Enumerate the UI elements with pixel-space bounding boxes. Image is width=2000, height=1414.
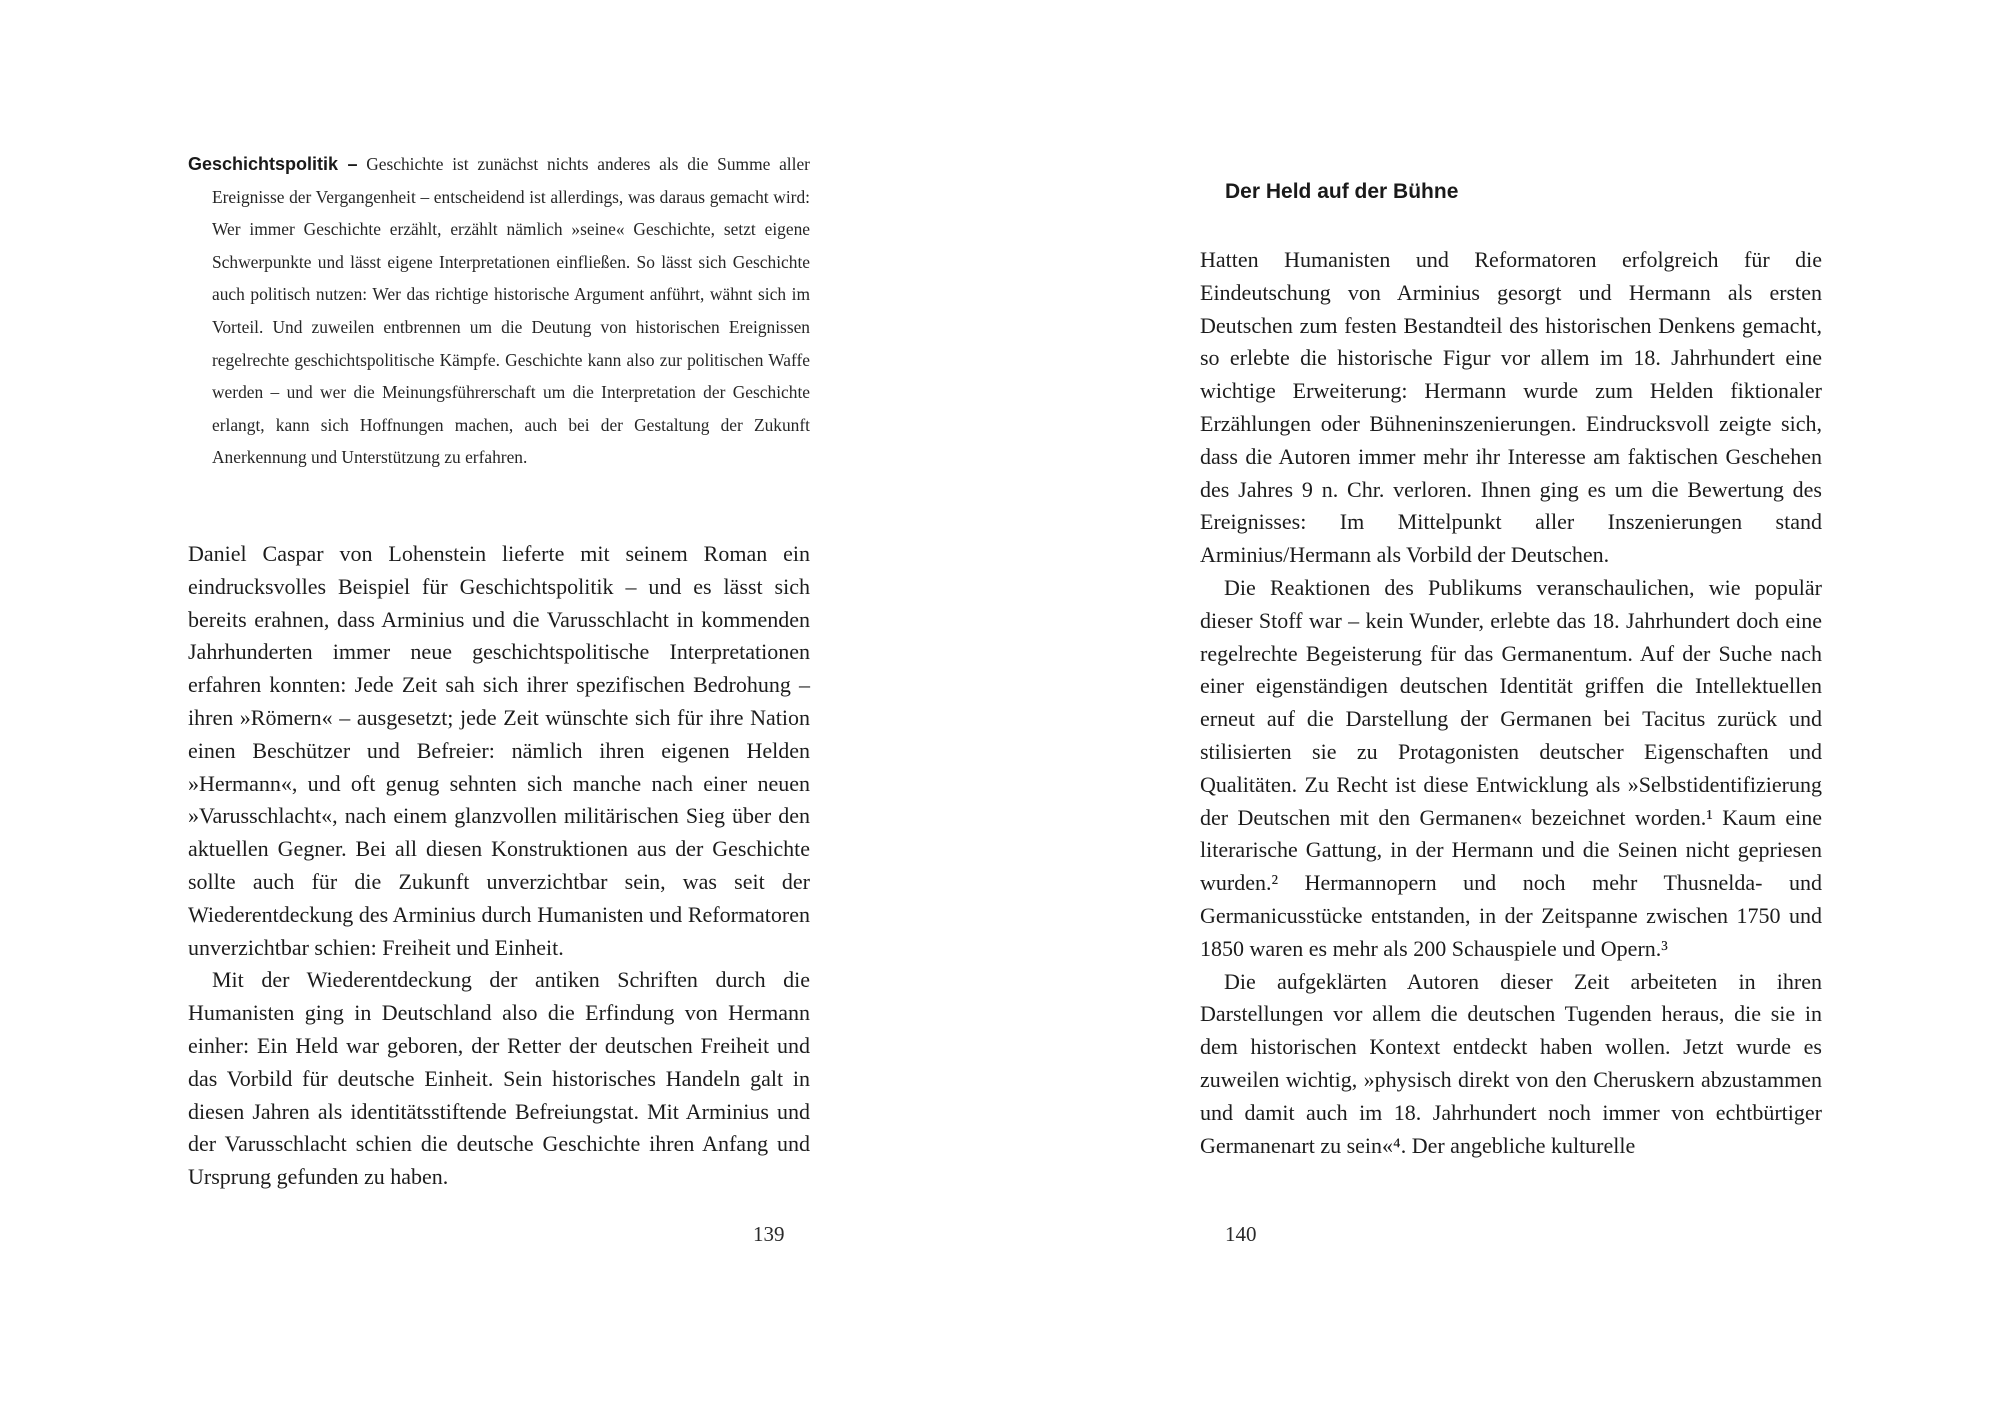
right-body-text: [1200, 244, 1822, 1162]
paragraph: Hatten Humanisten und Reformatoren erfolgreich für die Eindeutschung von Arminius gesorgt und Hermann als ersten Deutschen zum festen Bestandteil des historischen Denkens gemacht, so erlebte die historische Figur vor allem im 18. Jahrhundert eine wichtige Erweiterung: Hermann wurde zum Helden fiktionaler Erzählungen oder Bühneninszenierungen. Eindrucksvoll zeigte sich, dass die Autoren immer mehr ihr Interesse am faktischen Geschehen des Jahres 9 n. Chr. verloren. Ihnen ging es um die Bewertung des Ereignisses: Im Mittelpunkt aller Inszenierungen stand Arminius/Hermann als Vorbild der Deutschen.: [1200, 247, 1822, 568]
page-number-left: 139: [753, 1222, 785, 1246]
left-body-text: [188, 538, 810, 1194]
paragraph: Daniel Caspar von Lohenstein lieferte mit seinem Roman ein eindrucksvolles Beispiel für Geschichtspolitik – und es lässt sich bereits erahnen, dass Arminius und die Varusschlacht in kommenden Jahrhunderten immer neue geschichtspolitische Interpretationen erfahren konnten: Jede Zeit sah sich ihrer spezifischen Bedrohung – ihren »Römern« – ausgesetzt; jede Zeit wünschte sich für ihre Nation einen Beschützer und Befreier: nämlich ihren eigenen Helden »Hermann«, und oft genug sehnten sich manche nach einer neuen »Varusschlacht«, nach einem glanzvollen militärischen Sieg über den aktuellen Gegner. Bei all diesen Konstruktionen aus der Geschichte sollte auch für die Zukunft unverzichtbar sein, was seit der Wiederentdeckung des Arminius durch Humanisten und Reformatoren unverzichtbar schien: Freiheit und Einheit.: [188, 541, 810, 960]
glossary-box: [188, 148, 810, 474]
section-heading: Der Held auf der Bühne: [1225, 180, 1459, 203]
glossary-definition: Geschichte ist zunächst nichts anderes als die Summe aller Ereignisse der Vergangenheit – entscheidend ist allerdings, was daraus gemacht wird: Wer immer Geschichte erzählt, erzählt nämlich »seine« Geschichte, setzt eigene Schwerpunkte und lässt eigene Interpretationen einfließen. So lässt sich Geschichte auch politisch nutzen: Wer das richtige historische Argument anführt, wähnt sich im Vorteil. Und zuweilen entbrennen um die Deutung von historischen Ereignissen regelrechte geschichtspolitische Kämpfe. Geschichte kann also zur politischen Waffe werden – und wer die Meinungsführerschaft um die Interpretation der Geschichte erlangt, kann sich Hoffnungen machen, auch bei der Gestaltung der Zukunft Anerkennung und Unterstützung zu erfahren.: [212, 154, 810, 468]
glossary-term: Geschichtspolitik –: [188, 154, 358, 174]
paragraph: Mit der Wiederentdeckung der antiken Schriften durch die Humanisten ging in Deutschland also die Erfindung von Hermann einher: Ein Held war geboren, der Retter der deutschen Freiheit und das Vorbild für deutsche Einheit. Sein historisches Handeln galt in diesen Jahren als identitätsstiftende Befreiungstat. Mit Arminius und der Varusschlacht schien die deutsche Geschichte ihren Anfang und Ursprung gefunden zu haben.: [188, 967, 810, 1190]
paragraph: Die Reaktionen des Publikums veranschaulichen, wie populär dieser Stoff war – kein Wunder, erlebte das 18. Jahrhundert doch eine regelrechte Begeisterung für das Germanentum. Auf der Suche nach einer eigenständigen deutschen Identität griffen die Intellektuellen erneut auf die Darstellung der Germanen bei Tacitus zurück und stilisierten sie zu Protagonisten deutscher Eigenschaften und Qualitäten. Zu Recht ist diese Entwicklung als »Selbstidentifizierung der Deutschen mit den Germanen« bezeichnet worden.¹ Kaum eine literarische Gattung, in der Hermann und die Seinen nicht gepriesen wurden.² Hermannopern und noch mehr Thusnelda- und Germanicusstücke entstanden, in der Zeitspanne zwischen 1750 und 1850 waren es mehr als 200 Schauspiele und Opern.³: [1200, 574, 1822, 961]
page-number-right: 140: [1225, 1222, 1257, 1246]
paragraph: Die aufgeklärten Autoren dieser Zeit arbeiteten in ihren Darstellungen vor allem die deutschen Tugenden heraus, die sie in dem historischen Kontext entdeckt haben wollen. Jetzt wurde es zuweilen wichtig, »physisch direkt von den Cheruskern abzustammen und damit auch im 18. Jahrhundert noch immer von echtbürtiger Germanenart zu sein«⁴. Der angebliche kulturelle: [1200, 968, 1822, 1158]
